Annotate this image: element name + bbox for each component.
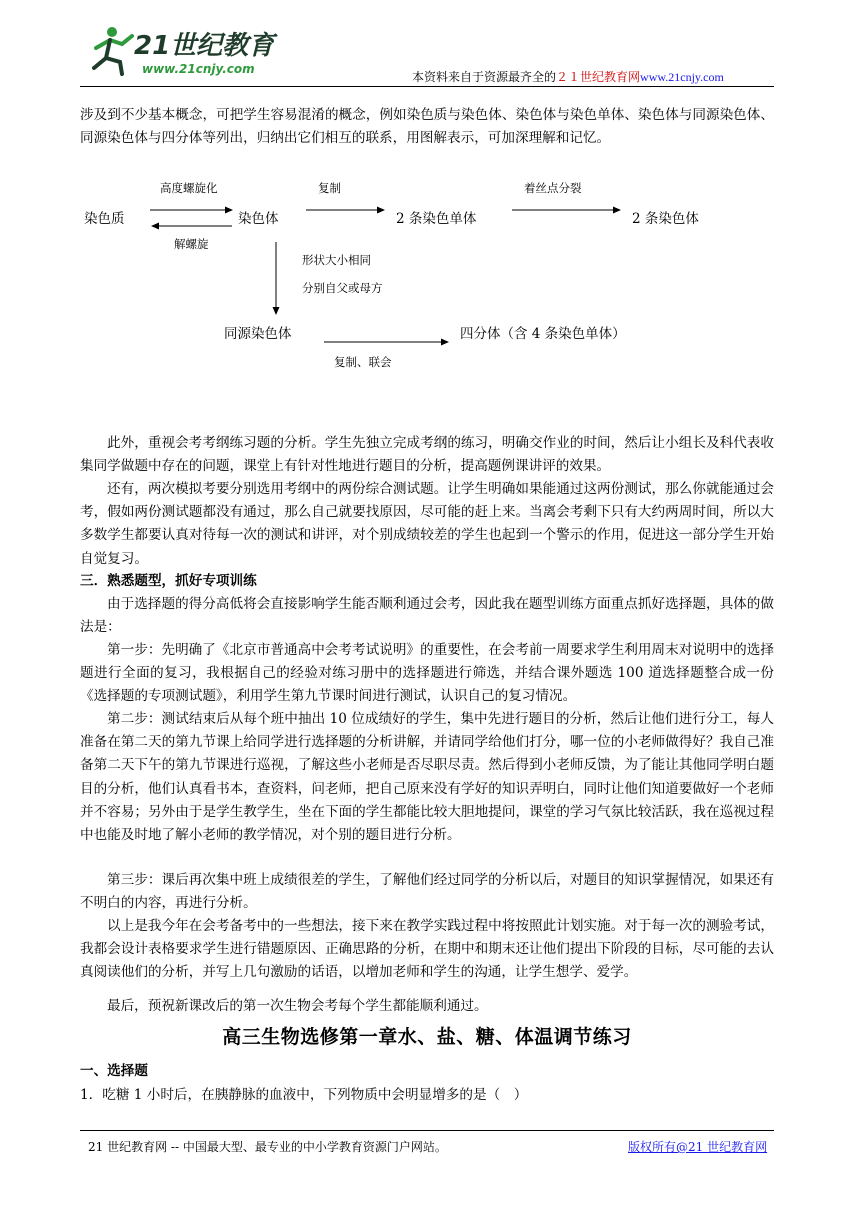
paragraph: 第三步：课后再次集中班上成绩很差的学生，了解他们经过同学的分析以后，对题目的知识掌握情况，如果还有不明白的内容，再进行分析。 (80, 872, 774, 912)
label-split: 着丝点分裂 (524, 181, 582, 195)
runner-logo-icon (88, 18, 288, 82)
intro-paragraph: 涉及到不少基本概念，可把学生容易混淆的概念，例如染色质与染色体、染色体与染色单体、染色体与同源染色体、同源染色体与四分体等列出，归纳出它们相互的联系，用图解表示，可加深理解和记忆。 (80, 107, 774, 147)
label-same-shape: 形状大小相同 (302, 253, 371, 267)
document-title: 高三生物选修第一章水、盐、糖、体温调节练习 (222, 1026, 632, 1048)
source-url-link[interactable]: www.21cnjy.com (640, 70, 724, 84)
label-spiral: 高度螺旋化 (160, 181, 218, 195)
chromosome-diagram (0, 170, 860, 385)
source-prefix: 本资料来自于资源最齐全的 (412, 70, 557, 84)
footer-copyright-link[interactable]: 版权所有@21 世纪教育网 (628, 1140, 768, 1154)
label-unspiral: 解螺旋 (174, 237, 209, 251)
site-logo (88, 18, 288, 82)
paragraph: 第二步：测试结束后从每个班中抽出 10 位成绩好的学生，集中先进行题目的分析，然后让他们进行分工，每人准备在第二天的第九节课上给同学进行选择题的分析讲解，并请同学给他们打分，哪一位的小老师做得好？我自己准备第二天下午的第九节课进行巡视，了解这些小老师是否尽职尽责。然后得到小老师反馈，为了能让其他同学明白题目的分析，他们认真看书本，查资料，问老师，把自己原来没有学好的知识弄明白，同时让他们知道要做好一个老师并不容易；另外由于是学生教学生，坐在下面的学生都能比较大胆地提问，课堂的学习气氛比较活跃，我在巡视过程中也能及时地了解小老师的教学情况，对个别的题目进行分析。 (80, 711, 774, 844)
label-replicate: 复制 (318, 181, 341, 195)
diagram-arrows (0, 170, 860, 385)
header-source (412, 68, 724, 85)
footer-slogan: 21 世纪教育网 -- 中国最大型、最专业的中小学教育资源门户网站。 (88, 1140, 447, 1154)
paragraph: 还有，两次模拟考要分别选用考纲中的两份综合测试题。让学生明确如果能通过这两份测试，那么你就能通过会考，假如两份测试题都没有通过，那么自己就要找原因，尽可能的赶上来。当离会考剩下只有大约两周时间，所以大多数学生都要认真对待每一次的测试和讲评，对个别成绩较差的学生也起到一个警示的作用，促进这一部分学生开始自觉复习。 (80, 481, 774, 567)
node-homologous: 同源染色体 (224, 326, 292, 342)
paragraph: 由于选择题的得分高低将会直接影响学生能否顺利通过会考，因此我在题型训练方面重点抓好选择题，具体的做法是： (80, 596, 774, 636)
source-site[interactable]: ２１世纪教育网 (556, 70, 641, 84)
section3-heading: 三．熟悉题型，抓好专项训练 (80, 573, 257, 589)
logo-url-text: www.21cnjy.com (142, 62, 255, 76)
node-chromatin: 染色质 (84, 211, 125, 227)
label-replicate-synapsis: 复制、联会 (334, 355, 392, 369)
paragraph: 最后，预祝新课改后的第一次生物会考每个学生都能顺利通过。 (107, 998, 488, 1014)
header-divider (80, 86, 774, 87)
footer-divider (80, 1130, 774, 1131)
node-two-chromatids: 2 条染色单体 (396, 211, 477, 227)
question-1: 1．吃糖 1 小时后，在胰静脉的血液中，下列物质中会明显增多的是（ ） (80, 1087, 528, 1103)
node-chromosome: 染色体 (238, 211, 279, 227)
node-tetrad: 四分体（含 4 条染色单体） (460, 326, 626, 342)
label-parents: 分别自父或母方 (302, 281, 383, 295)
paragraph: 此外，重视会考考纲练习题的分析。学生先独立完成考纲的练习，明确交作业的时间，然后让小组长及科代表收集同学做题中存在的问题，课堂上有针对性地进行题目的分析，提高题例课讲评的效果。 (80, 435, 774, 475)
paragraph: 第一步：先明确了《北京市普通高中会考考试说明》的重要性，在会考前一周要求学生利用周末对说明中的选择题进行全面的复习，我根据自己的经验对练习册中的选择题进行筛选，并结合课外题选 100 道选择题整合成一份《选择题的专项测试题》，利用学生第九节课时间进行测试，认识自己的复习情况。 (80, 642, 774, 705)
node-two-chromosomes: 2 条染色体 (632, 211, 699, 227)
section1-heading: 一、选择题 (80, 1063, 148, 1079)
paragraph: 以上是我今年在会考备考中的一些想法，接下来在教学实践过程中将按照此计划实施。对于每一次的测验考试，我都会设计表格要求学生进行错题原因、正确思路的分析，在期中和期末还让他们提出下阶段的目标，尽可能的去认真阅读他们的分析，并写上几句激励的话语，以增加老师和学生的沟通，让学生想学、爱学。 (80, 918, 774, 981)
logo-text: 21世纪教育 (134, 31, 275, 61)
